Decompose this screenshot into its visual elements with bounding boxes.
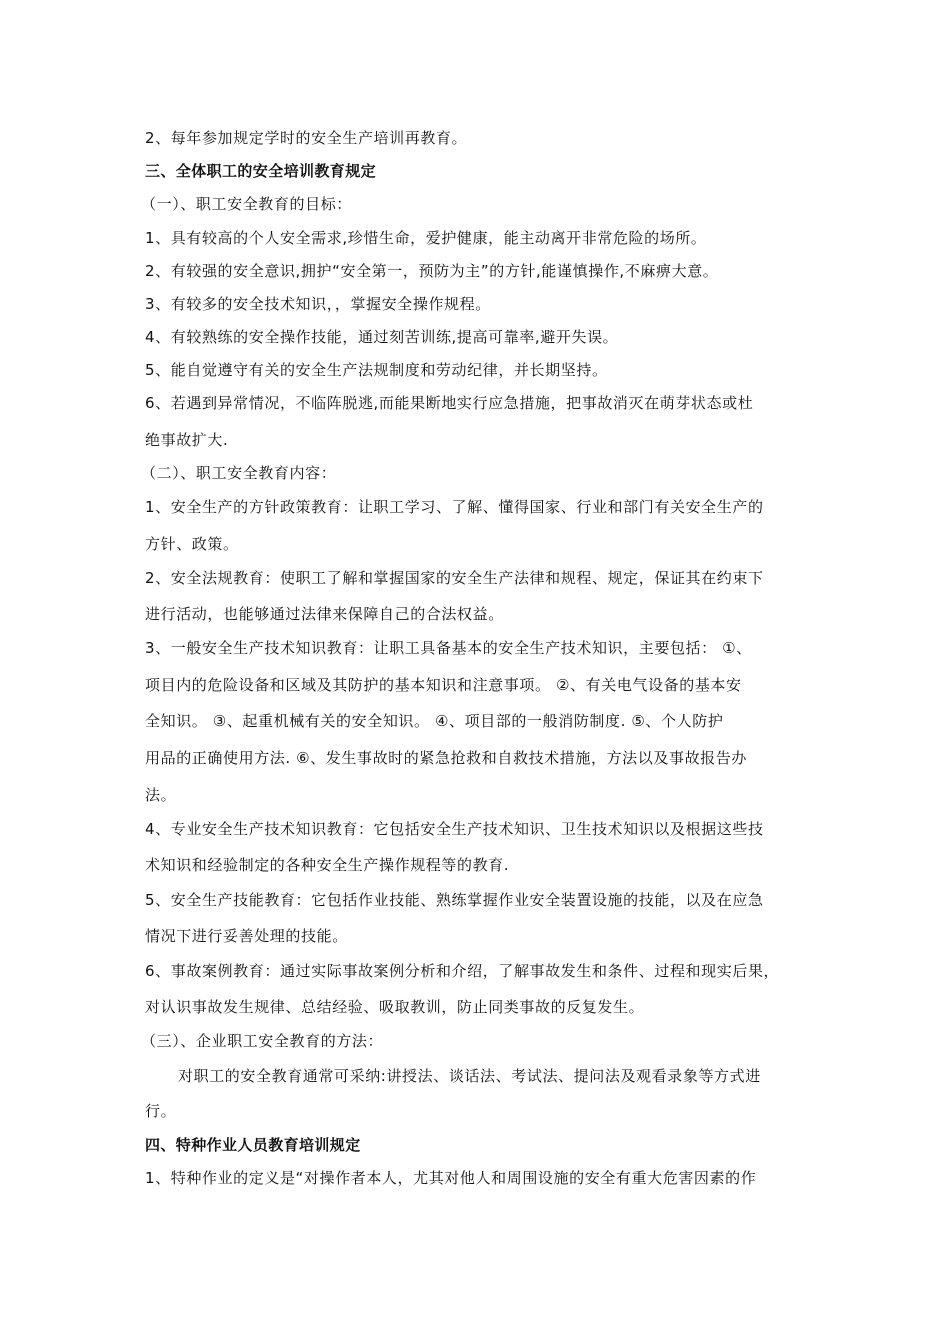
section-heading-3: 三、全体职工的安全培训教育规定 bbox=[145, 162, 377, 180]
section-heading-4: 四、特种作业人员教育培训规定 bbox=[145, 1136, 361, 1154]
text-line: 6、事故案例教育：通过实际事故案例分析和介绍，了解事故发生和条件、过程和现实后果， bbox=[145, 962, 780, 980]
text-line: 项目内的危险设备和区域及其防护的基本知识和注意事项。 ②、有关电气设备的基本安 bbox=[145, 676, 742, 694]
text-line: 5、能自觉遵守有关的安全生产法规制度和劳动纪律，并长期坚持。 bbox=[145, 361, 608, 379]
text-line: 方针、政策。 bbox=[145, 535, 239, 553]
text-line: 2、每年参加规定学时的安全生产培训再教育。 bbox=[145, 129, 468, 147]
text-line: 3、一般安全生产技术知识教育：让职工具备基本的安全生产技术知识，主要包括： ①、 bbox=[145, 639, 752, 657]
text-line: 1、具有较高的个人安全需求,珍惜生命，爱护健康，能主动离开非常危险的场所。 bbox=[145, 229, 707, 247]
text-line: 1、安全生产的方针政策教育：让职工学习、了解、懂得国家、行业和部门有关安全生产的 bbox=[145, 498, 764, 516]
text-line: 4、专业安全生产技术知识教育：它包括安全生产技术知识、卫生技术知识以及根据这些技 bbox=[145, 820, 764, 838]
text-line: 3、有较多的安全技术知识，，掌握安全操作规程。 bbox=[145, 295, 491, 313]
text-line: 1、特种作业的定义是“对操作者本人，尤其对他人和周围设施的安全有重大危害因素的作 bbox=[145, 1169, 757, 1187]
text-line: 4、有较熟练的安全操作技能，通过刻苦训练,提高可靠率,避开失误。 bbox=[145, 328, 619, 346]
subsection-heading-3: （三）、企业职工安全教育的方法： bbox=[141, 1032, 384, 1050]
text-line: 全知识。 ③、起重机械有关的安全知识。 ④、项目部的一般消防制度. ⑤、个人防护 bbox=[145, 712, 724, 730]
text-line: 对职工的安全教育通常可采纳:讲授法、谈话法、考试法、提问法及观看录象等方式进 bbox=[178, 1067, 761, 1085]
text-line: 2、安全法规教育：使职工了解和掌握国家的安全生产法律和规程、规定，保证其在约束下 bbox=[145, 569, 764, 587]
text-line: 2、有较强的安全意识,拥护“安全第一，预防为主”的方针,能谨慎操作,不麻痹大意。 bbox=[145, 262, 719, 280]
text-line: 进行活动，也能够通过法律来保障自己的合法权益。 bbox=[145, 605, 504, 623]
text-line: 术知识和经验制定的各种安全生产操作规程等的教育. bbox=[145, 856, 510, 874]
subsection-heading-1: （一）、职工安全教育的目标： bbox=[141, 195, 352, 213]
text-line: 行。 bbox=[145, 1102, 177, 1120]
text-line: 情况下进行妥善处理的技能。 bbox=[145, 927, 348, 945]
text-line: 对认识事故发生规律、总结经验、吸取教训，防止同类事故的反复发生。 bbox=[145, 998, 645, 1016]
text-line: 5、安全生产技能教育：它包括作业技能、熟练掌握作业安全装置设施的技能，以及在应急 bbox=[145, 891, 764, 909]
text-line: 绝事故扩大. bbox=[145, 431, 229, 449]
text-line: 用品的正确使用方法. ⑥、发生事故时的紧急抢救和自救技术措施，方法以及事故报告办 bbox=[145, 749, 747, 767]
text-line: 6、若遇到异常情况，不临阵脱逃,而能果断地实行应急措施，把事故消灭在萌芽状态或杜 bbox=[145, 394, 754, 412]
subsection-heading-2: （二）、职工安全教育内容： bbox=[141, 464, 337, 482]
text-line: 法。 bbox=[145, 786, 177, 804]
